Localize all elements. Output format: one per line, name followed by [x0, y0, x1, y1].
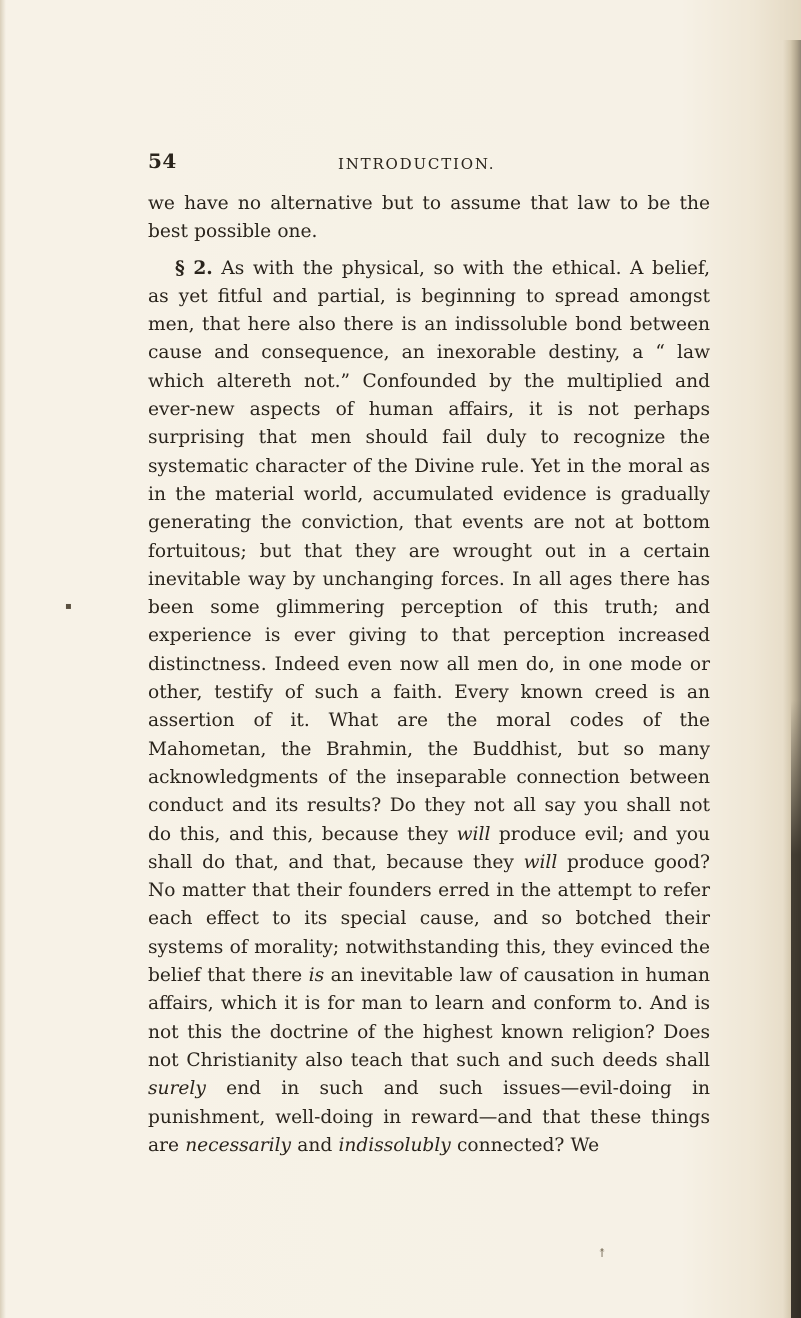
- section-mark: §: [175, 257, 185, 279]
- footer-mark: ↟: [597, 1246, 608, 1260]
- italic-run: will: [523, 851, 558, 873]
- italic-run: necessarily: [185, 1134, 292, 1156]
- running-head: INTRODUCTION.: [338, 155, 496, 173]
- page-left-edge: [0, 0, 6, 1318]
- italic-run: is: [308, 965, 325, 987]
- page-header: [148, 135, 708, 175]
- italic-run: indissolubly: [338, 1134, 451, 1156]
- text-run: an inevitable law of causation in human affairs, which it is for man to learn and conform to. And is not this the doctrine of the highest known religion? Does not Christianity also teach that such and such deeds shall: [148, 965, 710, 1071]
- italic-run: will: [456, 823, 491, 845]
- paragraph-2-text: [148, 258, 710, 1156]
- page-number: 54: [148, 149, 177, 173]
- text-run: connected? We: [450, 1134, 600, 1156]
- binding-dark-edge: [791, 700, 801, 1318]
- section-number: 2.: [193, 257, 213, 279]
- text-run: produce good? No matter that their founders erred in the attempt to refer each effect to its special cause, and so botched their systems of morality; notwithstanding this, they evinced the belief that there: [148, 851, 710, 987]
- italic-run: surely: [148, 1078, 206, 1100]
- paragraph-1: we have no alternative but to assume that law to be the best possible one.: [148, 193, 710, 243]
- text-run: As with the physical, so with the ethical. A belief, as yet fitful and partial, is beginning to spread amongst men, that here also there is an indissoluble bond between cause and consequence, an inexorable destiny, a “ law which altereth not.” Confounded by the multiplied and ever-new aspects of human affairs, it is not perhaps surprising that men should fail duly to recognize the systematic character of the Divine rule. Yet in the moral as in the material world, accumulated evidence is gradually generating the conviction, that events are not at bottom fortuitous; but that they are wrought out in a certain inevitable way by unchanging forces. In all ages there has been some glimmering perception of this truth; and experience is ever giving to that perception increased distinctness. Indeed even now all men do, in one mode or other, testify of such a faith. Every known creed is an assertion of it. What are the moral codes of the Mahometan, the Brahmin, the Buddhist, but so many acknowledgments of the inseparable connection between conduct and its results? Do they not all say you shall not do this, and this, because they: [148, 257, 710, 845]
- text-run: produce evil; and you shall do that, and that, because they: [148, 823, 710, 873]
- paragraph-2: [148, 255, 710, 1161]
- margin-dot: ▪: [65, 601, 72, 612]
- text-run: end in such and such issues—evil-doing in punishment, well-doing in reward—and that these things are: [148, 1078, 710, 1156]
- text-run: and: [291, 1134, 339, 1156]
- body-text: [148, 190, 710, 1160]
